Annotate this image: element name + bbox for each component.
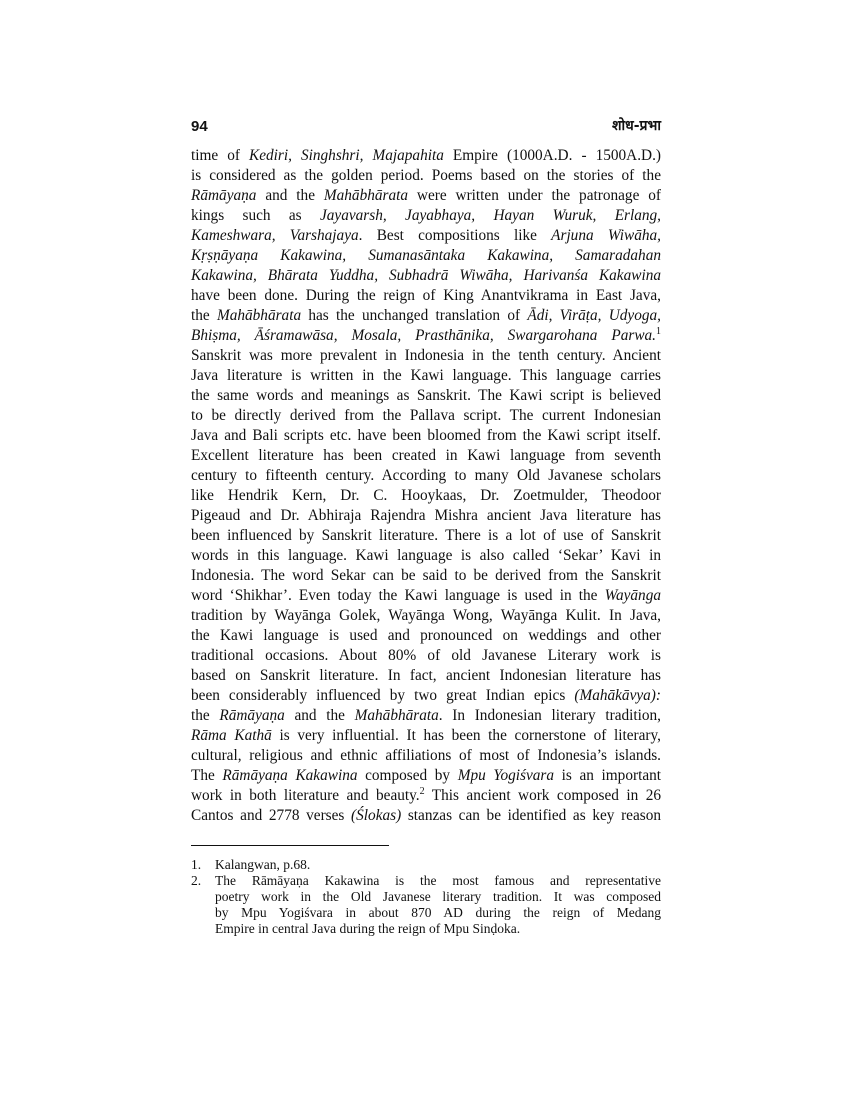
italic-text: (Ślokas) xyxy=(351,807,402,824)
text-run: been considerably influenced by two great Indian epics xyxy=(191,687,575,704)
text-run: This ancient work composed in 26 xyxy=(424,787,661,804)
italic-text: Mahābhārata xyxy=(323,187,409,204)
body-text xyxy=(191,146,661,826)
body-line xyxy=(191,326,661,346)
text-run: The xyxy=(191,767,223,784)
text-run: composed by xyxy=(357,767,458,784)
text-run: time of xyxy=(191,147,250,164)
footnote-line: Kalangwan, p.68. xyxy=(215,857,311,872)
body-line xyxy=(191,226,661,246)
body-line xyxy=(191,266,661,286)
footnote xyxy=(191,857,661,873)
body-line xyxy=(191,526,661,546)
body-line xyxy=(191,766,661,786)
body-line xyxy=(191,646,661,666)
body-line xyxy=(191,786,661,806)
text-run: cultural, religious and ethnic affiliations of most of Indonesia’s islands. xyxy=(191,747,661,764)
text-run: like Hendrik Kern, Dr. C. Hooykaas, Dr. Zoetmulder, Theodoor xyxy=(191,487,661,504)
footnote-line: The Rāmāyaṇa Kakawina is the most famous and representative xyxy=(215,873,661,888)
body-line xyxy=(191,586,661,606)
italic-text: Mahābhārata xyxy=(216,307,302,324)
footnote-separator xyxy=(191,845,389,846)
body-line xyxy=(191,806,661,826)
text-run: to be directly derived from the Pallava script. The current Indonesian xyxy=(191,407,661,424)
body-line xyxy=(191,246,661,266)
body-line xyxy=(191,486,661,506)
text-run: work in both literature and beauty. xyxy=(191,787,420,804)
text-run: kings such as xyxy=(191,207,320,224)
italic-text: Kameshwara, Varshajaya xyxy=(191,227,359,244)
body-line xyxy=(191,606,661,626)
italic-text: Rāmāyaṇa Kakawina xyxy=(222,767,358,784)
text-run: Pigeaud and Dr. Abhiraja Rajendra Mishra ancient Java literature has xyxy=(191,507,661,524)
footnote-line: poetry work in the Old Javanese literary tradition. It was composed xyxy=(215,889,661,904)
text-run: word ‘Shikhar’. Even today the Kawi language is used in the xyxy=(191,587,605,604)
text-run: . Best compositions like xyxy=(358,227,552,244)
text-run: Cantos and 2778 verses xyxy=(191,807,352,824)
body-line xyxy=(191,186,661,206)
italic-text: Kṛṣṇāyaṇa Kakawina, Sumanasāntaka Kakawina, Samaradahan xyxy=(191,247,661,264)
text-run: Empire (1000A.D. - 1500A.D.) xyxy=(443,147,662,164)
body-line xyxy=(191,686,661,706)
italic-text: Kakawina, Bhārata Yuddha, Subhadrā Wiwāha, Harivanśa Kakawina xyxy=(191,267,661,284)
body-line xyxy=(191,466,661,486)
text-run: Sanskrit was more prevalent in Indonesia in the tenth century. Ancient xyxy=(191,347,661,364)
text-run: stanzas can be identified as key reason xyxy=(401,807,662,824)
italic-text: Jayavarsh, Jayabhaya, Hayan Wuruk, Erlang, xyxy=(319,207,662,224)
italic-text: Rāmāyaṇa xyxy=(191,187,257,204)
text-run: Java literature is written in the Kawi language. This language carries xyxy=(191,367,661,384)
body-line xyxy=(191,206,661,226)
running-head: शोध-प्रभा xyxy=(611,118,661,134)
body-line xyxy=(191,286,661,306)
text-run: . In Indonesian literary tradition, xyxy=(438,707,662,724)
body-line xyxy=(191,146,661,166)
text-run: has the unchanged translation of xyxy=(301,307,528,324)
body-line xyxy=(191,386,661,406)
body-line xyxy=(191,506,661,526)
body-line xyxy=(191,706,661,726)
footnote-number: 1. xyxy=(191,857,202,872)
page-header xyxy=(191,116,661,138)
body-line xyxy=(191,426,661,446)
text-run: century to fifteenth century. According to many Old Javanese scholars xyxy=(191,467,661,484)
footnote-number: 2. xyxy=(191,873,202,888)
text-run: have been done. During the reign of King Anantvikrama in East Java, xyxy=(191,287,661,304)
italic-text: Mpu Yogiśvara xyxy=(457,767,555,784)
text-run: Excellent literature has been created in Kawi language from seventh xyxy=(191,447,661,464)
text-run: is an important xyxy=(554,767,662,784)
italic-text: Rāma Kathā xyxy=(191,727,272,744)
text-run: traditional occasions. About 80% of old Javanese Literary work is xyxy=(191,647,661,664)
italic-text: Arjuna Wiwāha, xyxy=(551,227,661,244)
text-run: Indonesia. The word Sekar can be said to be derived from the Sanskrit xyxy=(191,567,661,584)
text-run: based on Sanskrit literature. In fact, ancient Indonesian literature has xyxy=(191,667,661,684)
text-run: and the xyxy=(284,707,355,724)
footnote-line: by Mpu Yogiśvara in about 870 AD during the reign of Medang xyxy=(215,905,661,920)
body-line xyxy=(191,406,661,426)
text-run: is considered as the golden period. Poems based on the stories of the xyxy=(191,167,661,184)
footnote-ref: 2 xyxy=(419,785,425,797)
body-line xyxy=(191,546,661,566)
text-run: the same words and meanings as Sanskrit. The Kawi script is believed xyxy=(191,387,661,404)
body-line xyxy=(191,666,661,686)
text-run: words in this language. Kawi language is also called ‘Sekar’ Kavi in xyxy=(191,547,661,564)
body-line xyxy=(191,166,661,186)
body-line xyxy=(191,626,661,646)
text-run: the xyxy=(191,707,220,724)
text-run: and the xyxy=(256,187,324,204)
page-number: 94 xyxy=(191,118,208,135)
italic-text: Mahābhārata xyxy=(354,707,439,724)
body-line xyxy=(191,346,661,366)
italic-text: Rāmāyaṇa xyxy=(219,707,285,724)
footnotes xyxy=(191,857,661,937)
italic-text: Bhiṣma, Āśramawāsa, Mosala, Prasthānika, Swargarohana Parwa. xyxy=(191,327,656,344)
footnote-line: Empire in central Java during the reign of Mpu Sinḍoka. xyxy=(215,921,521,936)
footnote-ref: 1 xyxy=(656,325,661,337)
text-run: Java and Bali scripts etc. have been bloomed from the Kawi script itself. xyxy=(191,427,661,444)
body-line xyxy=(191,366,661,386)
text-run: been influenced by Sanskrit literature. There is a lot of use of Sanskrit xyxy=(191,527,661,544)
text-run: were written under the patronage of xyxy=(408,187,661,204)
text-run: the Kawi language is used and pronounced on weddings and other xyxy=(191,627,661,644)
text-run: the xyxy=(191,307,217,324)
body-line xyxy=(191,726,661,746)
body-line xyxy=(191,306,661,326)
italic-text: Wayānga xyxy=(604,587,661,604)
body-line xyxy=(191,746,661,766)
italic-text: Kediri, Singhshri, Majapahita xyxy=(249,147,444,164)
footnote xyxy=(191,873,661,937)
text-run: tradition by Wayānga Golek, Wayānga Wong, Wayānga Kulit. In Java, xyxy=(191,607,661,624)
italic-text: (Mahākāvya): xyxy=(574,687,661,704)
body-line xyxy=(191,446,661,466)
text-run: is very influential. It has been the cornerstone of literary, xyxy=(271,727,661,744)
body-line xyxy=(191,566,661,586)
italic-text: Ādi, Virāṭa, Udyoga, xyxy=(527,307,661,324)
